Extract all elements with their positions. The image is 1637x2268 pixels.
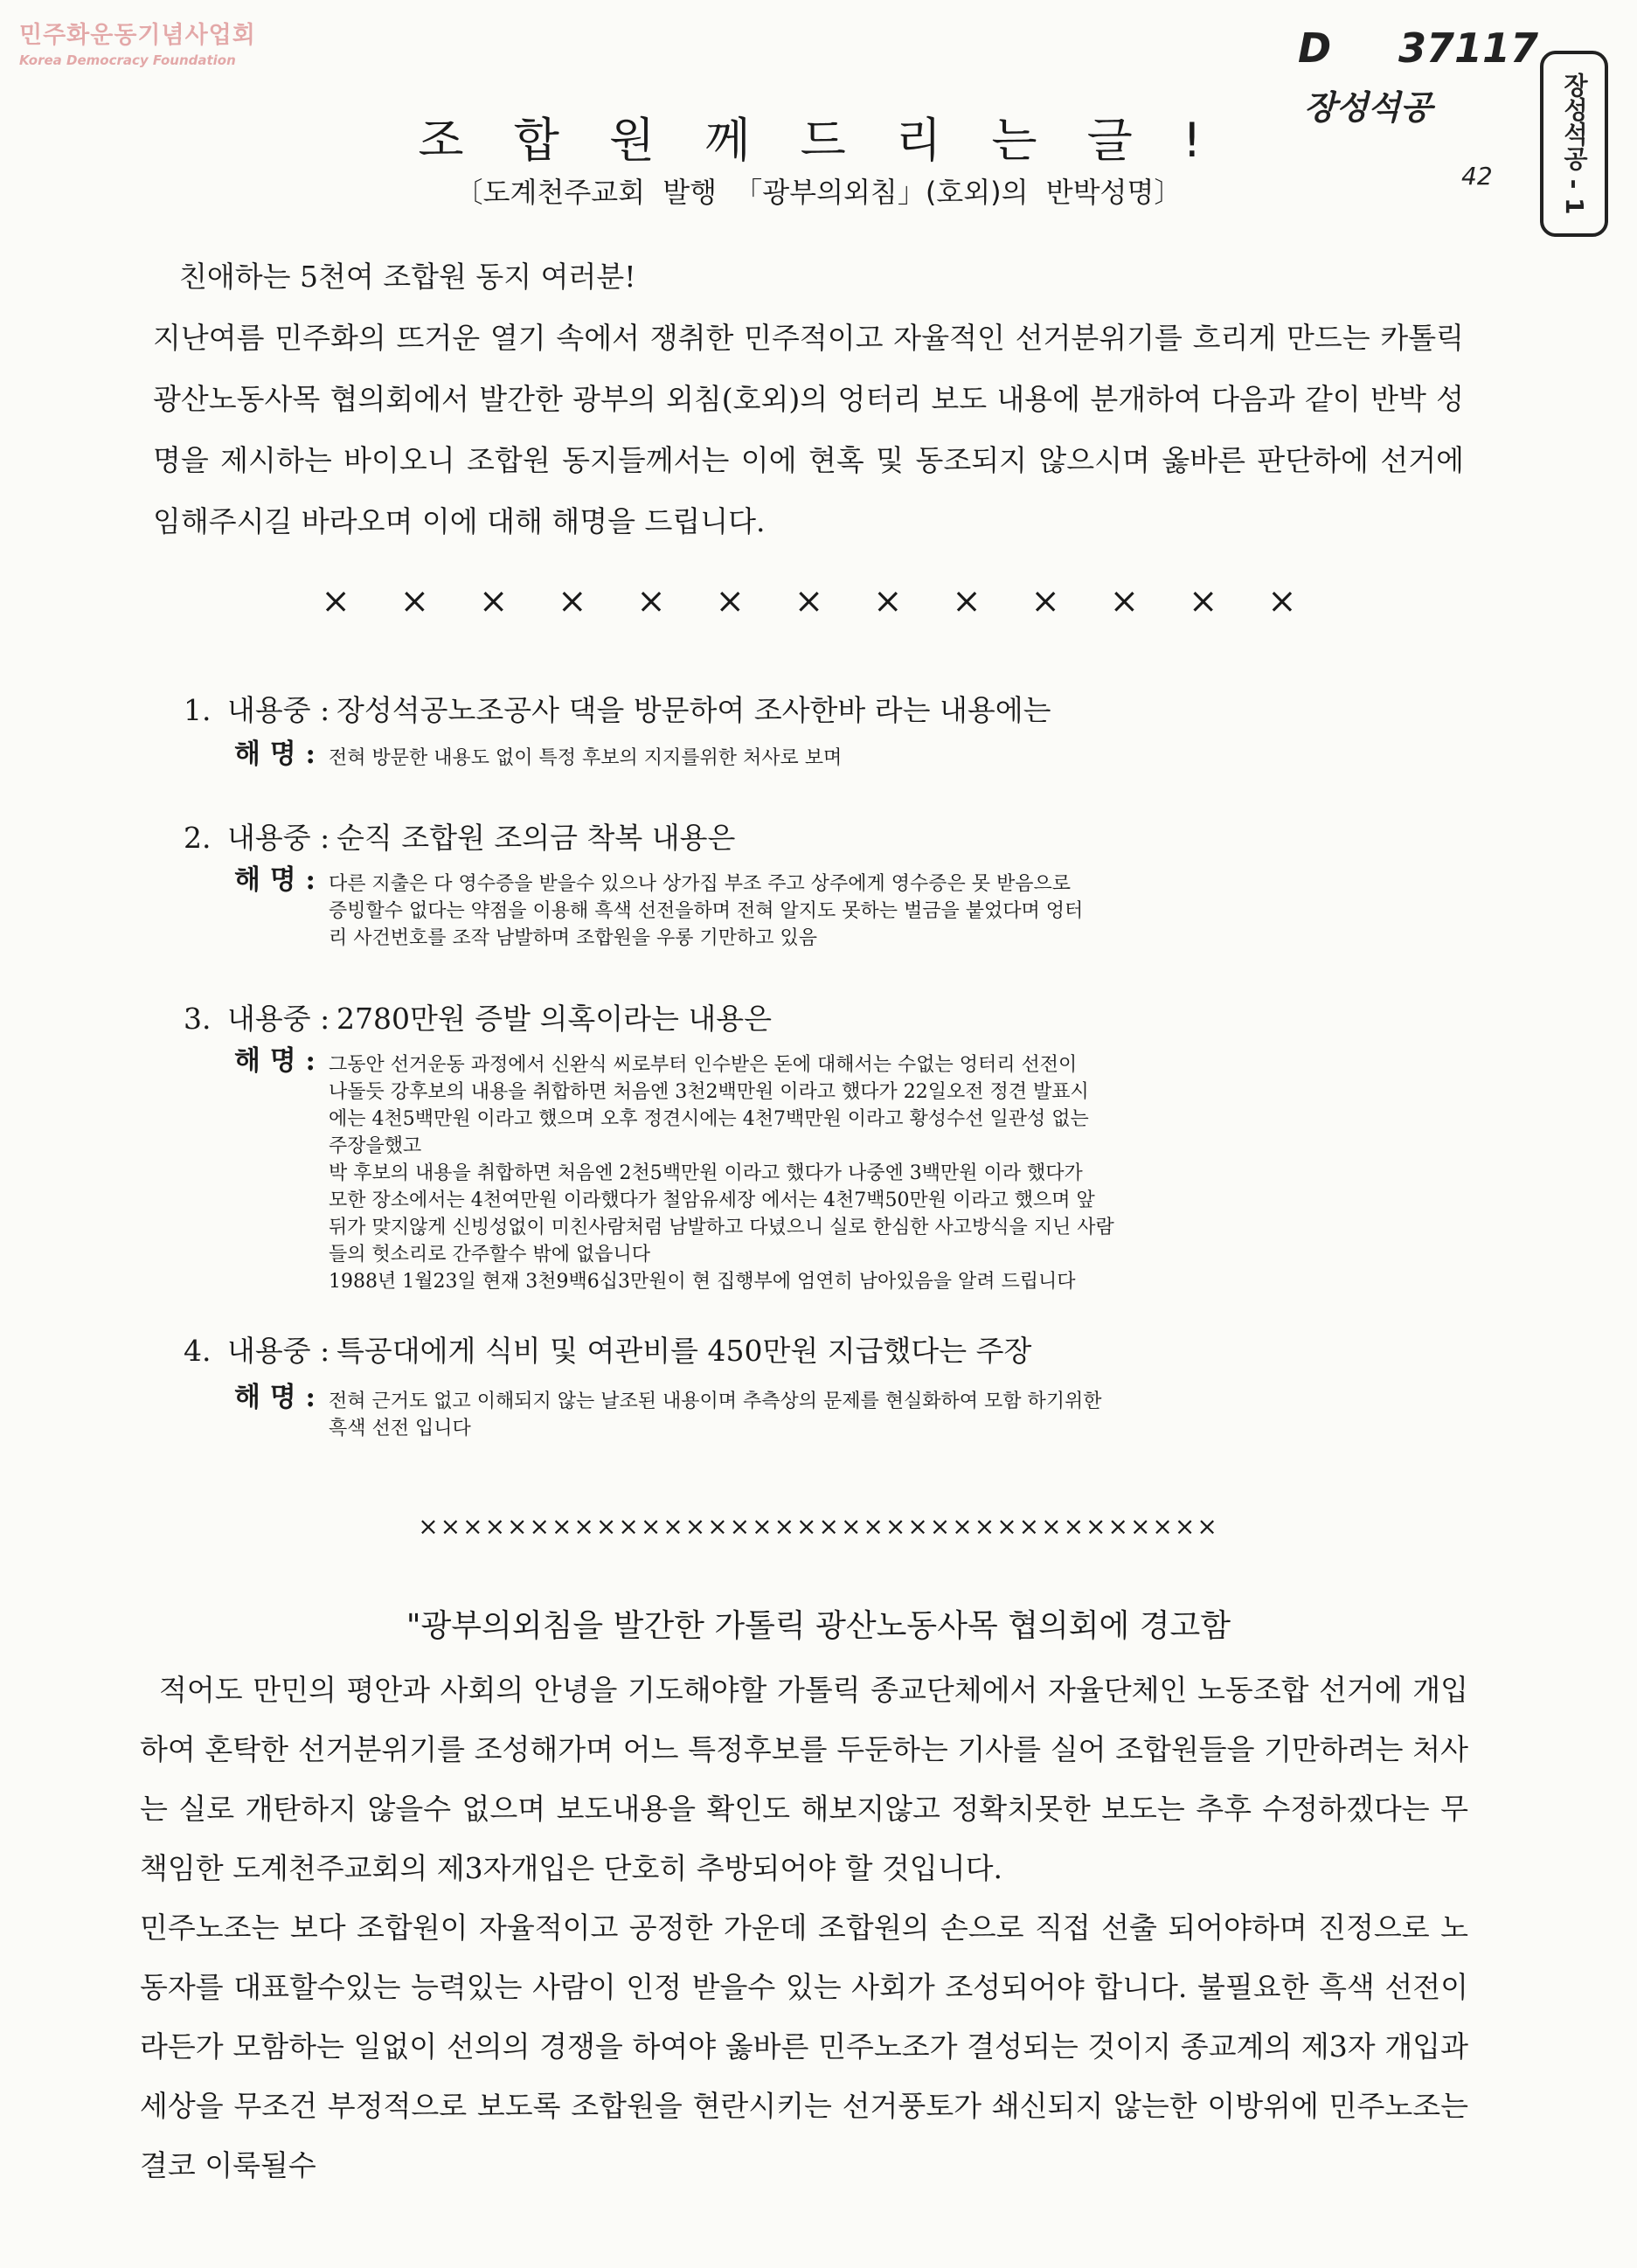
watermark-korean: 민주화운동기념사업회 (19, 22, 256, 49)
item-2-answer (234, 864, 1423, 958)
answer-text: 다른 지출은 다 영수증을 받을수 있으나 상가집 부조 주고 상주에게 영수증은 못 받음으로 증빙할수 없다는 약점을 이용해 흑색 선전을하며 전혀 알지도 못하는 벌금을 붙었다며 엉터 리 사건번호를 조작 남발하며 조합원을 우롱 기만하고 있음 (329, 873, 1084, 949)
item-4-heading (184, 1328, 1031, 1370)
item-heading-text: 특공대에게 식비 및 여관비를 450만원 지급했다는 주장 (336, 1334, 1032, 1368)
handwritten-page: 42 (1461, 162, 1493, 191)
intro-section (153, 246, 1464, 552)
item-2-heading (184, 815, 735, 857)
item-1-answer (234, 739, 1423, 780)
item-heading-text: 장성석공노조공사 댁을 방문하여 조사한바 라는 내용에는 (336, 693, 1051, 727)
answer-text: 그동안 선거운동 과정에서 신완식 씨로부터 인수받은 돈에 대해서는 수없는 엉터리 선전이 나돌듯 강후보의 내용을 취합하면 처음엔 3천2백만원 이라고 했다가 22일오전 정견 발표시 에는 4천5백만원 이라고 했으며 오후 정견시에는 4천7백만원 이라고 황성수선 일관성 없는 주장을했고 박 후보의 내용을 취합하면 처음엔 2천5백만원 이라고 했다가 나중엔 3백만원 이라 했다가 모한 장소에서는 4천여만원 이라했다가 철암유세장 에서는 4천7백50만원 이라고 했으며 앞 뒤가 맞지않게 신빙성없이 미친사람처럼 남발하고 다녔으니 실로 한심한 사고방식을 지닌 사람 들의 헛소리로 간주할수 밖에 없읍니다 1988년 1월23일 현재 3천9백6십3만원이 현 집행부에 엄연히 남아있음을 알려 드립니다 (329, 1054, 1114, 1293)
answer-label: 해 명 : (234, 864, 316, 896)
answer-label: 해 명 : (234, 1045, 316, 1077)
separator-crosses-small: ×××××××××××××××××××××××××××××××××××× (418, 1512, 1219, 1541)
answer-text: 전혀 방문한 내용도 없이 특정 후보의 지지를위한 처사로 보며 (329, 747, 843, 769)
warning-paragraph-2: 민주노조는 보다 조합원이 자율적이고 공정한 가운데 조합원의 손으로 직접 선출 되어야하며 진정으로 노동자를 대표할수있는 능력있는 사람이 인정 받을수 있는 사회가 조성되어야 합니다. 불필요한 흑색 선전이라든가 모함하는 일없이 선의의 경쟁을 하여야 옳바른 민주노조가 결성되는 것이지 종교계의 제3자 개입과 세상을 무조건 부정적으로 보도록 조합원을 현란시키는 선거풍토가 쇄신되지 않는한 이방위에 민주노조는 결코 이룩될수 (140, 1911, 1468, 2182)
item-number: 4. (184, 1334, 212, 1368)
archive-stamp-text: 장성석공 - 1 (1560, 73, 1589, 215)
item-3-answer (234, 1045, 1423, 1305)
answer-text: 전혀 근거도 없고 이해되지 않는 날조된 내용이며 추측상의 문제를 현실화하여 모함 하기위한 흑색 선전 입니다 (329, 1391, 1102, 1439)
intro-greeting: 친애하는 5천여 조합원 동지 여러분! (179, 260, 636, 294)
handwritten-number: 37117 (1398, 24, 1539, 72)
item-number: 3. (184, 1002, 212, 1036)
handwritten-code: D (1298, 24, 1332, 72)
item-3-heading (184, 996, 772, 1037)
item-label: 내용중 : (227, 1002, 330, 1036)
separator-crosses: × × × × × × × × × × × × × (321, 581, 1316, 621)
answer-label: 해 명 : (234, 739, 316, 770)
item-number: 2. (184, 821, 212, 855)
warning-section (140, 1661, 1468, 2195)
item-heading-text: 순직 조합원 조의금 착복 내용은 (336, 821, 736, 855)
item-4-answer (234, 1382, 1423, 1449)
intro-body: 지난여름 민주화의 뜨거운 열기 속에서 쟁취한 민주적이고 자율적인 선거분위기를 흐리게 만드는 카톨릭 광산노동사목 협의회에서 발간한 광부의 외침(호외)의 엉터리 보도 내용에 분개하여 다음과 같이 반박 성명을 제시하는 바이오니 조합원 동지들께서는 이에 현혹 및 동조되지 않으시며 옳바른 판단하에 선거에 임해주시길 바라오며 이에 대해 해명을 드립니다. (153, 321, 1464, 538)
item-label: 내용중 : (227, 1334, 330, 1368)
handwritten-company: 장성석공 (1304, 88, 1432, 127)
document-subtitle: 〔도계천주교회 발행 「광부의외침」(호외)의 반박성명〕 (454, 176, 1183, 209)
document-title: 조 합 원 께 드 리 는 글 ! (418, 113, 1219, 168)
answer-label: 해 명 : (234, 1382, 316, 1413)
item-label: 내용중 : (227, 693, 330, 727)
watermark-english: Korea Democracy Foundation (19, 52, 236, 68)
item-number: 1. (184, 693, 212, 727)
warning-title: "광부의외침을 발간한 가톨릭 광산노동사목 협의회에 경고함 (406, 1608, 1231, 1644)
item-heading-text: 2780만원 증발 의혹이라는 내용은 (336, 1002, 772, 1036)
warning-paragraph-1: 적어도 만민의 평안과 사회의 안녕을 기도해야할 가톨릭 종교단체에서 자율단체인 노동조합 선거에 개입하여 혼탁한 선거분위기를 조성해가며 어느 특정후보를 두둔하는 기사를 실어 조합원들을 기만하려는 처사는 실로 개탄하지 않을수 없으며 보도내용을 확인도 해보지않고 정확치못한 보도는 추후 수정하겠다는 무책임한 도계천주교회의 제3자개입은 단호히 추방되어야 할 것입니다. (140, 1673, 1468, 1885)
item-1-heading (184, 688, 1051, 729)
item-label: 내용중 : (227, 821, 330, 855)
